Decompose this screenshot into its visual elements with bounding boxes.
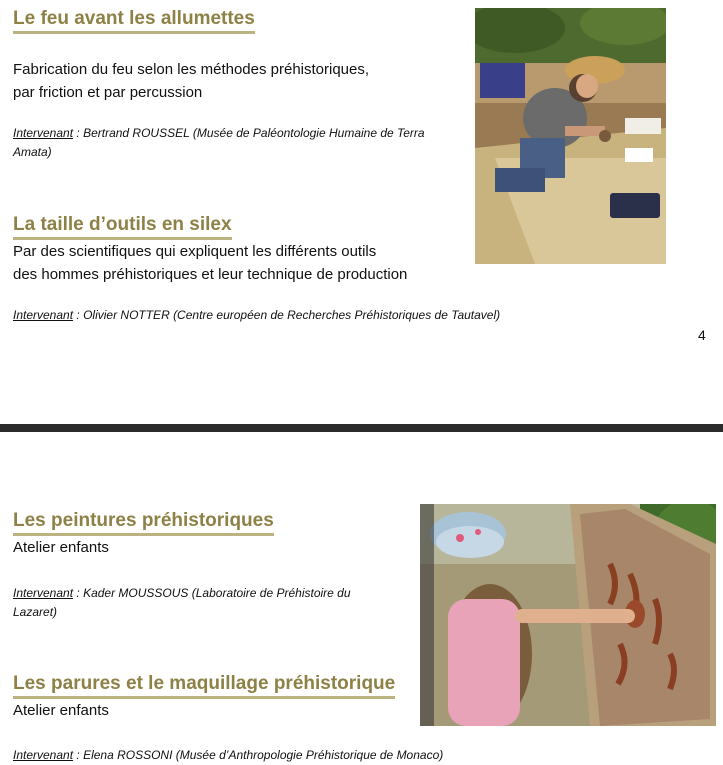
speaker-line (13, 306, 573, 325)
section-text-line-2: des hommes préhistoriques et leur technique de production (13, 266, 408, 283)
speaker-name: Olivier NOTTER (Centre européen de Recherches Préhistoriques de Tautavel) (83, 308, 501, 322)
speaker-line (13, 584, 373, 622)
section-text-line-2: par friction et par percussion (13, 84, 203, 101)
speaker-label: Intervenant (13, 748, 74, 762)
speaker-name: Kader MOUSSOUS (Laboratoire de Préhistoire du Lazaret) (13, 586, 351, 619)
section-text-line-1: Atelier enfants (13, 539, 109, 556)
section-title-fire: Le feu avant les allumettes (13, 8, 255, 34)
section-text-line-1: Par des scientifiques qui expliquent les différents outils (13, 243, 377, 260)
speaker-line (13, 746, 573, 765)
section-title-ornaments: Les parures et le maquillage préhistorique (13, 673, 395, 699)
speaker-name: Bertrand ROUSSEL (Musée de Paléontologie Humaine de Terra Amata) (13, 126, 425, 159)
speaker-separator: : (73, 748, 84, 762)
child-painting-photo (420, 504, 716, 726)
speaker-line (13, 124, 443, 162)
page-number: 4 (698, 327, 706, 343)
speaker-name: Elena ROSSONI (Musée d’Anthropologie Préhistorique de Monaco) (83, 748, 444, 762)
speaker-label: Intervenant (13, 586, 74, 600)
speaker-label: Intervenant (13, 126, 74, 140)
speaker-separator: : (73, 586, 84, 600)
fire-making-photo (475, 8, 666, 264)
section-text-line-1: Atelier enfants (13, 702, 109, 719)
page-5 (0, 432, 723, 763)
section-text-line-1: Fabrication du feu selon les méthodes préhistoriques, (13, 61, 370, 78)
speaker-label: Intervenant (13, 308, 74, 322)
page-divider (0, 424, 723, 432)
child-painting-photo-icon (420, 504, 716, 726)
section-title-flint: La taille d’outils en silex (13, 214, 232, 240)
speaker-separator: : (73, 308, 84, 322)
section-title-paintings: Les peintures préhistoriques (13, 510, 274, 536)
speaker-separator: : (73, 126, 84, 140)
fire-making-photo-icon (475, 8, 666, 264)
